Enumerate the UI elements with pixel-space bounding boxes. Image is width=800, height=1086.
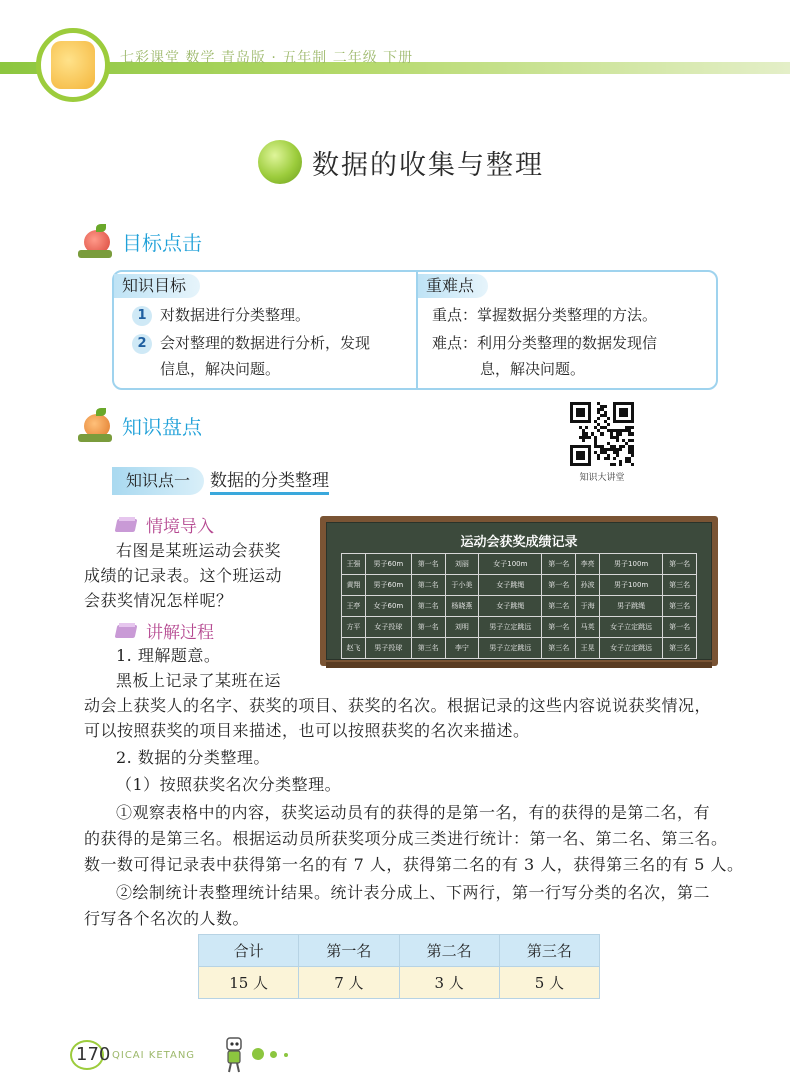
stats-value-cell: 7 人	[299, 967, 399, 999]
scenario-line: 成绩的记录表。这个班运动	[84, 566, 283, 585]
explain-paragraph: 数一数可得记录表中获得第一名的有 7 人，获得第二名的有 3 人，获得第三名的有 5 人。	[84, 855, 744, 874]
award-row	[342, 638, 697, 659]
stats-header-cell: 第三名	[499, 935, 599, 967]
robot-mascot-icon	[222, 1036, 246, 1074]
inventory-heading-text: 知识盘点	[122, 414, 202, 439]
footer-dot	[270, 1051, 277, 1058]
number-badge: 1	[132, 306, 152, 326]
step-2-1: （1）按照获奖名次分类整理。	[116, 775, 342, 794]
award-record-table	[341, 553, 697, 659]
stats-table	[198, 934, 600, 999]
stats-header-cell: 合计	[199, 935, 299, 967]
award-cell: 于小美	[445, 575, 479, 596]
award-cell: 女子60m	[365, 596, 411, 617]
award-cell: 第一名	[542, 617, 576, 638]
award-cell: 男子100m	[600, 575, 663, 596]
award-cell: 男子60m	[365, 554, 411, 575]
explain-paragraph: ①观察表格中的内容，获奖运动员有的获得的是第一名，有的获得的是第二名，有	[116, 803, 711, 822]
award-cell: 男子投球	[365, 638, 411, 659]
award-cell: 男子立定跳远	[479, 638, 542, 659]
explain-paragraph: ②绘制统计表整理统计结果。统计表分成上、下两行，第一行写分类的名次，第二	[116, 883, 711, 902]
award-cell: 第三名	[663, 575, 697, 596]
award-cell: 第一名	[663, 554, 697, 575]
award-cell: 女子跳绳	[479, 596, 542, 617]
award-cell: 女子立定跳远	[600, 638, 663, 659]
stats-value-cell: 3 人	[399, 967, 499, 999]
award-cell: 方平	[342, 617, 366, 638]
award-cell: 第二名	[411, 575, 445, 596]
explain-paragraph: 的获得的是第三名。根据运动员所获奖项分成三类进行统计：第一名、第二名、第三名。	[84, 829, 728, 848]
award-cell: 赵飞	[342, 638, 366, 659]
mascot-icon	[78, 408, 114, 442]
header-series-title: 七彩课堂 数学 青岛版 · 五年制 二年级 下册	[120, 50, 414, 66]
stats-value-cell: 5 人	[499, 967, 599, 999]
explain-paragraph: 黑板上记录了某班在运	[116, 671, 282, 690]
book-icon	[116, 623, 138, 639]
blackboard-tray	[326, 662, 712, 668]
blackboard	[320, 516, 718, 666]
step-2: 2. 数据的分类整理。	[116, 748, 270, 767]
award-cell: 男子60m	[365, 575, 411, 596]
qr-caption: 知识大讲堂	[579, 473, 625, 483]
blackboard-title: 运动会获奖成绩记录	[460, 535, 578, 550]
header-logo	[36, 28, 110, 102]
award-cell: 男子100m	[600, 554, 663, 575]
book-icon	[116, 517, 138, 533]
award-cell: 女子立定跳远	[600, 617, 663, 638]
award-cell: 第二名	[542, 596, 576, 617]
award-cell: 第一名	[411, 617, 445, 638]
knowledge-goal-tab: 知识目标	[114, 274, 200, 298]
knowledge-point-bar	[112, 466, 329, 495]
apple-icon	[78, 224, 114, 258]
key-point-line: 重点：掌握数据分类整理的方法。	[432, 306, 658, 324]
goals-heading-text: 目标点击	[122, 230, 202, 255]
award-cell: 马英	[576, 617, 600, 638]
key-points-tab: 重难点	[418, 274, 488, 298]
award-cell: 王亭	[342, 596, 366, 617]
stats-header-cell: 第一名	[299, 935, 399, 967]
award-cell: 女子投球	[365, 617, 411, 638]
footer-dot	[284, 1053, 288, 1057]
stats-header-cell: 第二名	[399, 935, 499, 967]
award-cell: 于海	[576, 596, 600, 617]
knowledge-goal-text: 对数据进行分类整理。	[160, 306, 311, 324]
award-cell: 第三名	[542, 638, 576, 659]
award-cell: 刘丽	[445, 554, 479, 575]
award-cell: 第一名	[411, 554, 445, 575]
award-row	[342, 554, 697, 575]
award-cell: 男子跳绳	[600, 596, 663, 617]
award-cell: 第二名	[411, 596, 445, 617]
award-cell: 第三名	[411, 638, 445, 659]
explain-paragraph: 动会上获奖人的名字、获奖的项目、获奖的名次。根据记录的这些内容说说获奖情况，	[84, 696, 712, 715]
scenario-heading-text: 情境导入	[146, 517, 214, 537]
knowledge-goal-text: 会对整理的数据进行分析，发现	[160, 334, 371, 352]
knowledge-goal-item	[132, 330, 370, 356]
footer-brand: QICAI KETANG	[112, 1050, 196, 1061]
main-title-block	[258, 137, 544, 187]
scenario-heading	[116, 512, 214, 537]
award-row	[342, 617, 697, 638]
goals-heading	[78, 224, 202, 258]
page-number: 170	[76, 1044, 111, 1065]
award-cell: 杨晓燕	[445, 596, 479, 617]
footer-dot	[252, 1048, 264, 1060]
knowledge-goal-item	[132, 302, 310, 328]
explain-heading-text: 讲解过程	[146, 623, 214, 643]
award-cell: 李宁	[445, 638, 479, 659]
stats-value-cell: 15 人	[199, 967, 299, 999]
goals-box	[112, 270, 718, 390]
award-cell: 刘明	[445, 617, 479, 638]
difficult-point-line-cont: 息，解决问题。	[480, 360, 586, 378]
award-cell: 第一名	[542, 554, 576, 575]
award-row	[342, 575, 697, 596]
award-cell: 王晃	[576, 638, 600, 659]
scenario-line: 会获奖情况怎样呢？	[84, 591, 233, 610]
green-ball-icon	[258, 140, 302, 184]
award-cell: 李亮	[576, 554, 600, 575]
knowledge-point-name: 数据的分类整理	[210, 466, 329, 495]
award-cell: 孙波	[576, 575, 600, 596]
award-cell: 男子立定跳远	[479, 617, 542, 638]
award-cell: 第一名	[663, 617, 697, 638]
number-badge: 2	[132, 334, 152, 354]
knowledge-point-tab: 知识点一	[112, 467, 204, 495]
award-cell: 第三名	[663, 596, 697, 617]
award-cell: 黄翔	[342, 575, 366, 596]
explain-paragraph: 可以按照获奖的项目来描述，也可以按照获奖的名次来描述。	[84, 721, 530, 740]
difficult-point-line: 难点：利用分类整理的数据发现信	[432, 334, 658, 352]
explain-paragraph: 行写各个名次的人数。	[84, 909, 250, 928]
knowledge-goal-text-cont: 信息，解决问题。	[160, 360, 281, 378]
award-cell: 第三名	[663, 638, 697, 659]
page-title: 数据的收集与整理	[312, 149, 544, 181]
explain-heading	[116, 618, 214, 643]
award-cell: 王强	[342, 554, 366, 575]
step-1: 1. 理解题意。	[116, 646, 221, 665]
award-row	[342, 596, 697, 617]
inventory-heading	[78, 408, 202, 442]
award-cell: 第一名	[542, 575, 576, 596]
scenario-line: 右图是某班运动会获奖	[116, 541, 282, 560]
award-cell: 女子跳绳	[479, 575, 542, 596]
award-cell: 女子100m	[479, 554, 542, 575]
qr-code[interactable]	[570, 402, 634, 466]
